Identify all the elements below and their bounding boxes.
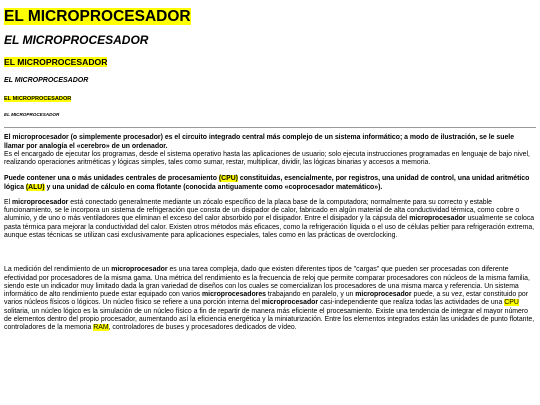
paragraph-cpu bbox=[4, 175, 536, 192]
text-run: solitaria, un núcleo lógico es la simulación de un núcleo físico a fin de repartir de manera más eficiente el procesamiento. Existe una tendencia de integrar el mayor número de elementos dentro del propio procesador, aumentando así la eficiencia energética y la miniaturización. Entre los elementos integrados están las unidades de punto flotante, controladores de la memoria bbox=[4, 307, 535, 332]
paragraph-intro bbox=[4, 134, 536, 167]
divider bbox=[4, 127, 536, 128]
heading-3 bbox=[4, 58, 536, 68]
heading-3-text: EL MICROPROCESADOR bbox=[4, 56, 108, 67]
heading-5-text: EL MICROPROCESADOR bbox=[4, 95, 72, 102]
highlight-cpu-inline: CPU bbox=[504, 299, 519, 307]
text-run: es una tarea compleja, dado que existen diferentes tipos de "cargas" que pueden ser procesadas con diferente efectividad por procesadores de la misma gama. Una métrica del rendimiento es la frecuencia de reloj que permite comparar procesadores con núcleos de la misma familia, siendo este un indicador muy limitado dada la gran variedad de diseños con los cuales se comercializan los procesadores de una misma marca y referencia. Un sistema informático de alto rendimiento puede estar equipado con varios bbox=[4, 266, 530, 299]
text-run: casi-independiente que realiza todas las actividades de una bbox=[318, 299, 505, 307]
text-run: está conectado generalmente mediante un zócalo específico de la placa base de la computadora; normalmente para su correcto y estable funcionamiento, se le incorpora un sistema de refrigeración que consta de un disipador de calor, fabricado en algún material de alta conductividad térmica, como cobre o aluminio, y de uno o más ventiladores que eliminan el exceso del calor absorbido por el disipador. Entre el disipador y la cápsula del bbox=[4, 198, 520, 223]
heading-1-text: EL MICROPROCESADOR bbox=[4, 8, 191, 25]
text-run: El bbox=[4, 198, 13, 206]
paragraph-performance bbox=[4, 266, 536, 332]
text-run: constituidas, esencialmente, por registros, una unidad de control, una unidad aritmético lógica bbox=[4, 175, 530, 191]
highlight-cpu: (CPU) bbox=[218, 175, 238, 183]
highlight-alu: (ALU) bbox=[25, 183, 45, 191]
highlight-ram: RAM bbox=[93, 324, 109, 332]
bold-term: microprocesador bbox=[409, 215, 466, 223]
bold-term: microprocesadores bbox=[202, 291, 267, 299]
bold-term: microprocesador bbox=[355, 291, 412, 299]
heading-2: EL MICROPROCESADOR bbox=[4, 32, 149, 47]
paragraph-cooling bbox=[4, 199, 536, 240]
bold-term: microprocesador bbox=[12, 198, 69, 206]
text-run: Puede contener una o más unidades centrales de procesamiento bbox=[4, 175, 219, 183]
heading-1 bbox=[4, 8, 536, 26]
bold-term: microprocesador bbox=[111, 266, 168, 274]
text-run: trabajando en paralelo, y un bbox=[266, 291, 356, 299]
text-run: y una unidad de cálculo en coma flotante (conocida antiguamente como «coprocesador matemático»). bbox=[44, 183, 383, 191]
heading-4: EL MICROPROCESADOR bbox=[4, 77, 89, 85]
paragraph-intro-bold: El microprocesador (o simplemente procesador) es el circuito integrado central más complejo de un sistema informático; a modo de ilustración, se le suele llamar por analogía el «cerebro» de un ordenador. bbox=[4, 134, 515, 150]
text-run: puede, a su vez, estar constituido por varios núcleos físicos o lógicos. Un núcleo físico se refiere a una porción interna del bbox=[4, 291, 529, 307]
text-run: , controladores de buses y procesadores dedicados de vídeo. bbox=[108, 324, 297, 332]
bold-term: microprocesador bbox=[261, 299, 319, 307]
heading-5 bbox=[4, 96, 536, 102]
heading-6: EL MICROPROCESADOR bbox=[4, 111, 60, 117]
text-run: usualmente se coloca pasta térmica para mejorar la conductividad del calor. Existen otros métodos más eficaces, como la refrigeración líquida o el uso de células peltier para refrigeración extrema, aunque estas técnicas se utilizan casi exclusivamente para aplicaciones especiales, tales como en las prácticas de overclocking. bbox=[4, 215, 535, 240]
paragraph-intro-body: Es el encargado de ejecutar los programas, desde el sistema operativo hasta las aplicaciones de usuario; solo ejecuta instrucciones programadas en lenguaje de bajo nivel, realizando operaciones aritméticas y lógicas simples, tales como sumar, restar, multiplicar, dividir, las lógicas binarias y accesos a memoria. bbox=[4, 150, 530, 167]
text-run: La medición del rendimiento de un bbox=[4, 266, 112, 274]
